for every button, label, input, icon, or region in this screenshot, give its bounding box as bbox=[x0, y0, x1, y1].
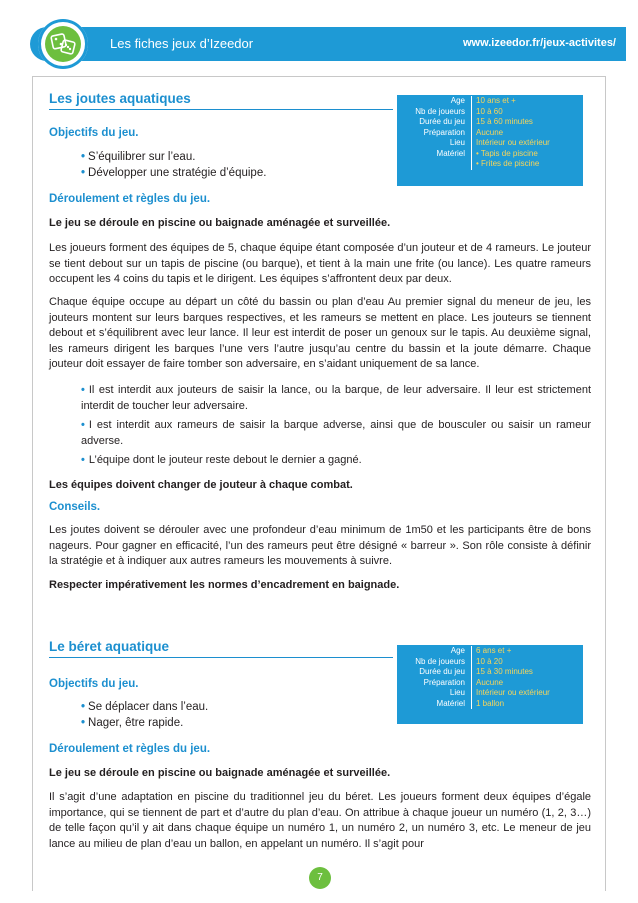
info-row bbox=[397, 96, 583, 107]
info-value: • Frites de piscine bbox=[471, 159, 583, 170]
info-value: Intérieur ou extérieur bbox=[471, 688, 583, 699]
section1-objective-1: • S’équilibrer sur l’eau. bbox=[81, 151, 196, 163]
section1-safety: Respecter impérativement les normes d’encadrement en baignade. bbox=[49, 579, 400, 591]
section1-change-note: Les équipes doivent changer de jouteur à chaque combat. bbox=[49, 479, 353, 491]
info-row bbox=[397, 699, 583, 710]
info-value: Aucune bbox=[471, 128, 583, 139]
info-row bbox=[397, 149, 583, 160]
info-value: 15 à 30 minutes bbox=[471, 667, 583, 678]
info-row bbox=[397, 657, 583, 668]
info-value: Intérieur ou extérieur bbox=[471, 138, 583, 149]
info-row bbox=[397, 678, 583, 689]
header-url[interactable]: www.izeedor.fr/jeux-activites/ bbox=[462, 37, 616, 49]
info-key: Lieu bbox=[449, 688, 465, 697]
info-row bbox=[397, 128, 583, 139]
section2-rules-lead: Le jeu se déroule en piscine ou baignade aménagée et surveillée. bbox=[49, 767, 391, 779]
info-value: • Tapis de piscine bbox=[471, 149, 583, 160]
info-row bbox=[397, 159, 583, 170]
info-key: Matériel bbox=[436, 148, 465, 158]
section2-rule bbox=[49, 657, 393, 658]
section1-paragraph-2: Chaque équipe occupe au départ un côté du bassin ou plan d’eau Au premier signal du meneur de jeu, les jouteurs montent sur leurs barques respectives, et les rameurs se mettent en place. Les jouteurs se tiennent debout et s’équilibrent avec leur lance. Il leur est interdit de poser un genoux sur le tapis. Au deuxième signal, les rameurs dirigent les barques l’une vers l’autre jusqu’au centre du bassin et la joute démarre. Chaque jouteur doit essayer de faire tomber son adversaire, en s’aidant uniquement de sa lance. bbox=[49, 296, 591, 371]
section1-info-box bbox=[397, 95, 583, 186]
section2-objective-2: • Nager, être rapide. bbox=[81, 717, 184, 729]
info-key: Durée du jeu bbox=[419, 117, 465, 126]
info-value: 1 ballon bbox=[471, 699, 583, 710]
section2-title: Le béret aquatique bbox=[49, 639, 170, 654]
dice-icon bbox=[45, 26, 81, 62]
info-key: Age bbox=[450, 646, 465, 655]
section1-paragraph-1: Les joueurs forment des équipes de 5, chaque équipe étant composée d’un jouteur et de 4 rameurs. Le jouteur se tient debout sur un tapis de piscine (ou barque), et tient à la main une frite (ou lance). Les quatre rameurs occupent les 4 coins du tapis et le dirigent. Les équipes s’affrontent deux par deux. bbox=[49, 242, 591, 286]
section1-title: Les joutes aquatiques bbox=[49, 91, 191, 106]
header-title: Les fiches jeux d’Izeedor bbox=[110, 36, 254, 51]
section1-rule bbox=[49, 109, 393, 110]
section2-objective-1: • Se déplacer dans l’eau. bbox=[81, 701, 209, 713]
section2-rules-heading: Déroulement et règles du jeu. bbox=[49, 743, 211, 755]
info-value: 6 ans et + bbox=[471, 646, 583, 657]
section2-paragraph-1: Il s’agit d’une adaptation en piscine du traditionnel jeu du béret. Les joueurs forment deux équipes d’égale importance, qui se tiennent de part et d’autre du plan d’eau. On attribue à chaque joueur un numéro (1, 2, 3…) de telle façon qu’il y ait dans chaque équipe un numéro 1, un numéro 2, un numéro 3, etc. Le meneur de jeu lance au milieu de plan d’eau un ballon, en appelant un numéro. Il s’agit pour bbox=[49, 791, 591, 850]
info-key: Age bbox=[450, 96, 465, 105]
info-row bbox=[397, 667, 583, 678]
section1-tips: Les joutes doivent se dérouler avec une profondeur d’eau minimum de 1m50 et les participants être de bons nageurs. Pour gagner en efficacité, l’un des rameurs peut être désigné « barreur ». Son rôle consiste à définir la stratégie et à indiquer aux autres rameurs les mouvements à suivre. bbox=[49, 524, 591, 568]
info-row bbox=[397, 646, 583, 657]
info-value: 10 ans et + bbox=[471, 96, 583, 107]
info-key: Nb de joueurs bbox=[415, 106, 465, 116]
info-key: Nb de joueurs bbox=[415, 656, 465, 666]
info-row bbox=[397, 107, 583, 118]
info-value: 10 à 60 bbox=[471, 107, 583, 118]
section1-objectives-heading: Objectifs du jeu. bbox=[49, 127, 139, 139]
page-number: 7 bbox=[309, 867, 331, 889]
info-key: Préparation bbox=[423, 127, 465, 137]
info-key bbox=[397, 159, 471, 170]
info-row bbox=[397, 688, 583, 699]
info-row bbox=[397, 117, 583, 128]
section1-rule-bullet-1: • Il est interdit aux jouteurs de saisir la lance, ou la barque, de leur adversaire. Il leur est strictement interdit de toucher leur adversaire. bbox=[81, 384, 591, 412]
section2-objectives-heading: Objectifs du jeu. bbox=[49, 678, 139, 690]
header-banner bbox=[30, 27, 626, 61]
info-value: 15 à 60 minutes bbox=[471, 117, 583, 128]
section1-rules-lead: Le jeu se déroule en piscine ou baignade aménagée et surveillée. bbox=[49, 217, 391, 229]
info-value: 10 à 20 bbox=[471, 657, 583, 668]
info-key: Préparation bbox=[423, 677, 465, 687]
section1-rules-heading: Déroulement et règles du jeu. bbox=[49, 193, 211, 205]
section2-info-box bbox=[397, 645, 583, 724]
info-key: Durée du jeu bbox=[419, 667, 465, 676]
section1-tips-heading: Conseils. bbox=[49, 501, 101, 513]
izeedor-logo bbox=[38, 19, 88, 69]
section1-objective-2: • Développer une stratégie d’équipe. bbox=[81, 167, 267, 179]
info-key: Lieu bbox=[449, 138, 465, 147]
section1-rule-bullet-3: • L’équipe dont le jouteur reste debout le dernier a gagné. bbox=[81, 454, 362, 466]
section1-rule-bullet-2: • I est interdit aux rameurs de saisir la barque adverse, ainsi que de bousculer ou saisir un rameur adverse. bbox=[81, 419, 591, 447]
info-row bbox=[397, 138, 583, 149]
info-value: Aucune bbox=[471, 678, 583, 689]
info-key: Matériel bbox=[436, 698, 465, 708]
